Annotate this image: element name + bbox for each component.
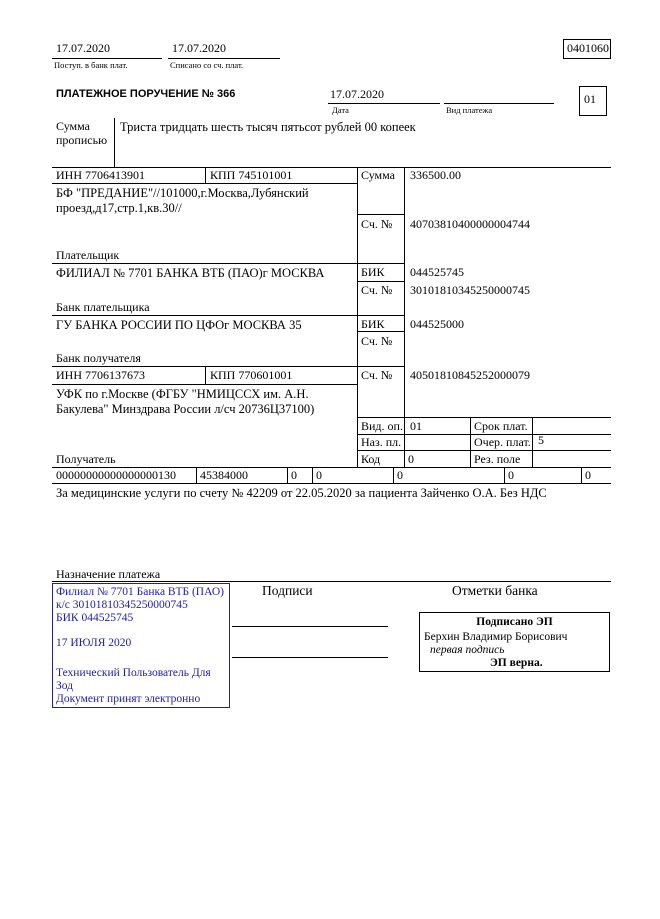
payer-bank-account: 30101810345250000745 — [410, 283, 530, 297]
e-signature-role: первая подпись — [430, 644, 505, 656]
document-date: 17.07.2020 — [330, 87, 384, 101]
vline-codes-470 — [470, 417, 471, 467]
payer-bank-name: ФИЛИАЛ № 7701 БАНКА ВТБ (ПАО)г МОСКВА — [56, 266, 325, 280]
stamp-line-3: БИК 044525745 — [56, 612, 134, 624]
grid-line-366 — [52, 366, 404, 367]
payer-kpp: КПП 745101001 — [210, 168, 293, 182]
purpose-bottom-line — [52, 581, 611, 582]
signature-line-1 — [232, 626, 388, 627]
payment-purpose-label: Назначение платежа — [56, 567, 161, 581]
order-label: Очер. плат. — [474, 435, 531, 449]
grid-line-281 — [357, 281, 404, 282]
e-signature-box — [419, 612, 610, 672]
payer-label: Плательщик — [56, 248, 120, 262]
budget-cell-3: 0 — [291, 468, 297, 482]
bank-stamp — [52, 583, 230, 708]
payer-bank-bik: 044525745 — [410, 265, 464, 279]
form-code: 0401060 — [567, 41, 609, 55]
document-date-underline — [328, 103, 440, 104]
grid-line-183 — [52, 183, 357, 184]
vline-main-404 — [404, 167, 405, 467]
amount-value: 336500.00 — [410, 168, 461, 182]
debited-date: 17.07.2020 — [172, 41, 226, 55]
payee-account-label: Сч. № — [361, 368, 393, 382]
vline-payer-kpp — [205, 167, 206, 183]
e-signature-status: ЭП верна. — [490, 657, 543, 669]
signature-line-2 — [232, 657, 388, 658]
grid-line-417 — [357, 417, 611, 418]
payee-bank-label: Банк получателя — [56, 351, 141, 365]
budget-cell-kbk: 00000000000000000130 — [56, 468, 176, 482]
vline-budget-3 — [312, 467, 313, 483]
budget-cell-6: 0 — [508, 468, 514, 482]
amount-label: Сумма — [361, 168, 395, 182]
op-type-value: 01 — [410, 419, 422, 433]
stamp-line-2: к/с 30101810345250000745 — [56, 599, 188, 611]
grid-line-450 — [357, 450, 611, 451]
budget-cell-7: 0 — [585, 468, 591, 482]
vline-budget-5 — [504, 467, 505, 483]
payee-name-line-2: Бакулева" Минздрава России л/сч 20736Ц37100) — [56, 402, 315, 416]
stamp-date: 17 ИЮЛЯ 2020 — [56, 637, 132, 649]
stamp-line-6: Зод — [56, 680, 74, 692]
stamp-line-1: Филиал № 7701 Банка ВТБ (ПАО) — [56, 586, 224, 598]
status-code: 01 — [584, 92, 596, 106]
grid-line-263 — [52, 263, 404, 264]
amount-words-divider — [114, 118, 115, 167]
amount-words-label-1: Сумма — [56, 119, 90, 133]
payee-bank-account-label: Сч. № — [361, 334, 393, 348]
document-date-label: Дата — [332, 105, 349, 115]
grid-line-384 — [52, 384, 357, 385]
payee-kpp: КПП 770601001 — [210, 368, 293, 382]
payee-label: Получатель — [56, 452, 116, 466]
vline-budget-4 — [393, 467, 394, 483]
form-code-box — [563, 39, 611, 59]
grid-line-315 — [52, 315, 404, 316]
received-date-underline — [52, 58, 162, 59]
payee-account: 40501810845252000079 — [410, 368, 530, 382]
payer-name-line-1: БФ "ПРЕДАНИЕ"//101000,г.Москва,Лубянский — [56, 186, 309, 200]
code-value: 0 — [408, 452, 414, 466]
payee-bank-bik-label: БИК — [361, 317, 385, 331]
debited-date-underline — [168, 58, 280, 59]
stamp-line-5: Технический Пользователь Для — [56, 667, 211, 679]
payee-bank-bik: 044525000 — [410, 317, 464, 331]
budget-cell-oktmo: 45384000 — [200, 468, 248, 482]
budget-cell-4: 0 — [316, 468, 322, 482]
payer-name-line-2: проезд,д17,стр.1,кв.30// — [56, 201, 182, 215]
e-signature-title: Подписано ЭП — [476, 616, 553, 628]
document-title: ПЛАТЕЖНОЕ ПОРУЧЕНИЕ № 366 — [56, 88, 236, 100]
vline-budget-6 — [581, 467, 582, 483]
reserve-label: Рез. поле — [474, 452, 521, 466]
payee-inn: ИНН 7706137673 — [56, 368, 145, 382]
order-value: 5 — [538, 433, 544, 447]
payer-account-label: Сч. № — [361, 217, 393, 231]
bank-marks-label: Отметки банка — [452, 583, 538, 598]
payer-bank-label: Банк плательщика — [56, 300, 150, 314]
purpose-code-label: Наз. пл. — [361, 435, 402, 449]
grid-line-214 — [357, 214, 404, 215]
status-code-box — [579, 86, 607, 116]
payment-type-label: Вид платежа — [446, 105, 493, 115]
received-date-label: Поступ. в банк плат. — [54, 60, 128, 70]
vline-budget-1 — [196, 467, 197, 483]
term-label: Срок плат. — [474, 419, 528, 433]
payer-account: 40703810400000004744 — [410, 217, 530, 231]
payer-inn: ИНН 7706413901 — [56, 168, 145, 182]
amount-words-value: Триста тридцать шесть тысяч пятьсот рублей 00 копеек — [120, 120, 416, 134]
payer-bank-account-label: Сч. № — [361, 283, 393, 297]
payer-bank-bik-label: БИК — [361, 265, 385, 279]
payee-bank-name: ГУ БАНКА РОССИИ ПО ЦФОг МОСКВА 35 — [56, 318, 302, 332]
budget-cell-5: 0 — [397, 468, 403, 482]
vline-main-357 — [357, 167, 358, 467]
grid-line-483 — [52, 483, 611, 484]
stamp-line-7: Документ принят электронно — [56, 693, 201, 705]
signatures-label: Подписи — [262, 583, 313, 598]
e-signature-name: Берхин Владимир Борисович — [424, 631, 568, 643]
payment-type-underline — [444, 103, 554, 104]
received-date: 17.07.2020 — [56, 41, 110, 55]
debited-date-label: Списано со сч. плат. — [170, 60, 244, 70]
op-type-label: Вид. оп. — [361, 419, 403, 433]
payee-name-line-1: УФК по г.Москве (ФГБУ "НМИЦССХ им. А.Н. — [56, 387, 309, 401]
vline-budget-2 — [287, 467, 288, 483]
code-label: Код — [361, 452, 381, 466]
payment-purpose-text: За медицинские услуги по счету № 42209 от 22.05.2020 за пациента Зайченко О.А. Без НДС — [56, 486, 547, 500]
vline-payee-kpp — [205, 366, 206, 384]
vline-codes-532 — [532, 417, 533, 467]
amount-words-label-2: прописью — [56, 133, 108, 147]
